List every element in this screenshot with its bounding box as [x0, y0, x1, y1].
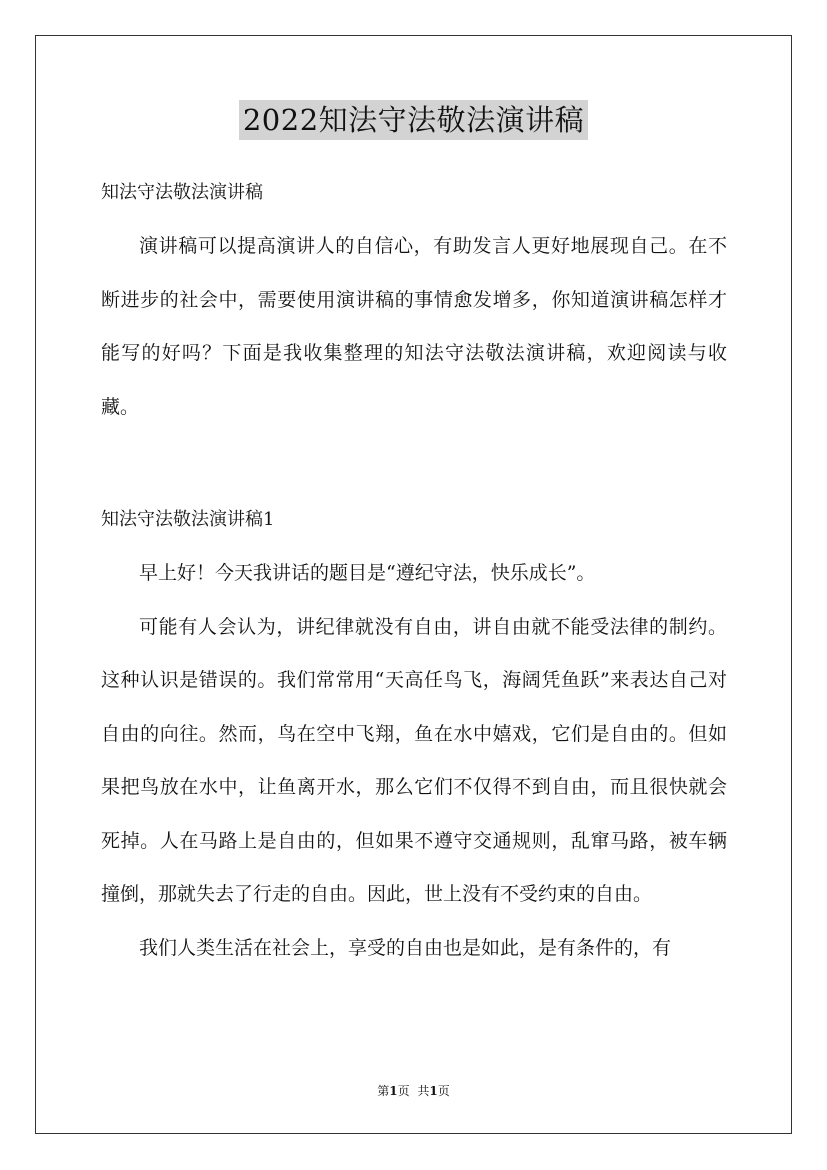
speech-paragraph-2: 可能有人会认为，讲纪律就没有自由，讲自由就不能受法律的制约。这种认识是错误的。我们常常用“天高任鸟飞，海阔凭鱼跃”来表达自己对自由的向往。然而，鸟在空中飞翔，鱼在水中嬉戏，它们是自由的。但如果把鸟放在水中，让鱼离开水，那么它们不仅得不到自由，而且很快就会死掉。人在马路上是自由的，但如果不遵守交通规则，乱窜马路，被车辆撞倒，那就失去了行走的自由。因此，世上没有不受约束的自由。 [101, 615, 727, 905]
intro-block [101, 220, 727, 434]
intro-paragraph: 演讲稿可以提高演讲人的自信心，有助发言人更好地展现自己。在不断进步的社会中，需要使用演讲稿的事情愈发增多，你知道演讲稿怎样才能写的好吗？下面是我收集整理的知法守法敬法演讲稿，欢迎阅读与收藏。 [101, 235, 727, 418]
speech-paragraph-1: 早上好！今天我讲话的题目是“遵纪守法，快乐成长”。 [139, 562, 596, 584]
speech-body [101, 547, 727, 975]
page-number: 1 [389, 1084, 398, 1098]
total-label-prefix: 共 [417, 1084, 430, 1098]
document-subtitle: 知法守法敬法演讲稿 [101, 182, 263, 203]
section-heading: 知法守法敬法演讲稿1 [101, 509, 275, 530]
total-pages: 1 [429, 1084, 438, 1098]
page-footer [0, 1083, 827, 1099]
speech-paragraph-3: 我们人类生活在社会上，享受的自由也是如此，是有条件的，有 [139, 936, 672, 959]
total-label-suffix: 页 [437, 1084, 450, 1098]
title-container [0, 100, 827, 140]
document-title: 2022知法守法敬法演讲稿 [239, 100, 588, 140]
page-label-suffix: 页 [397, 1084, 410, 1098]
page-label-prefix: 第 [377, 1084, 390, 1098]
